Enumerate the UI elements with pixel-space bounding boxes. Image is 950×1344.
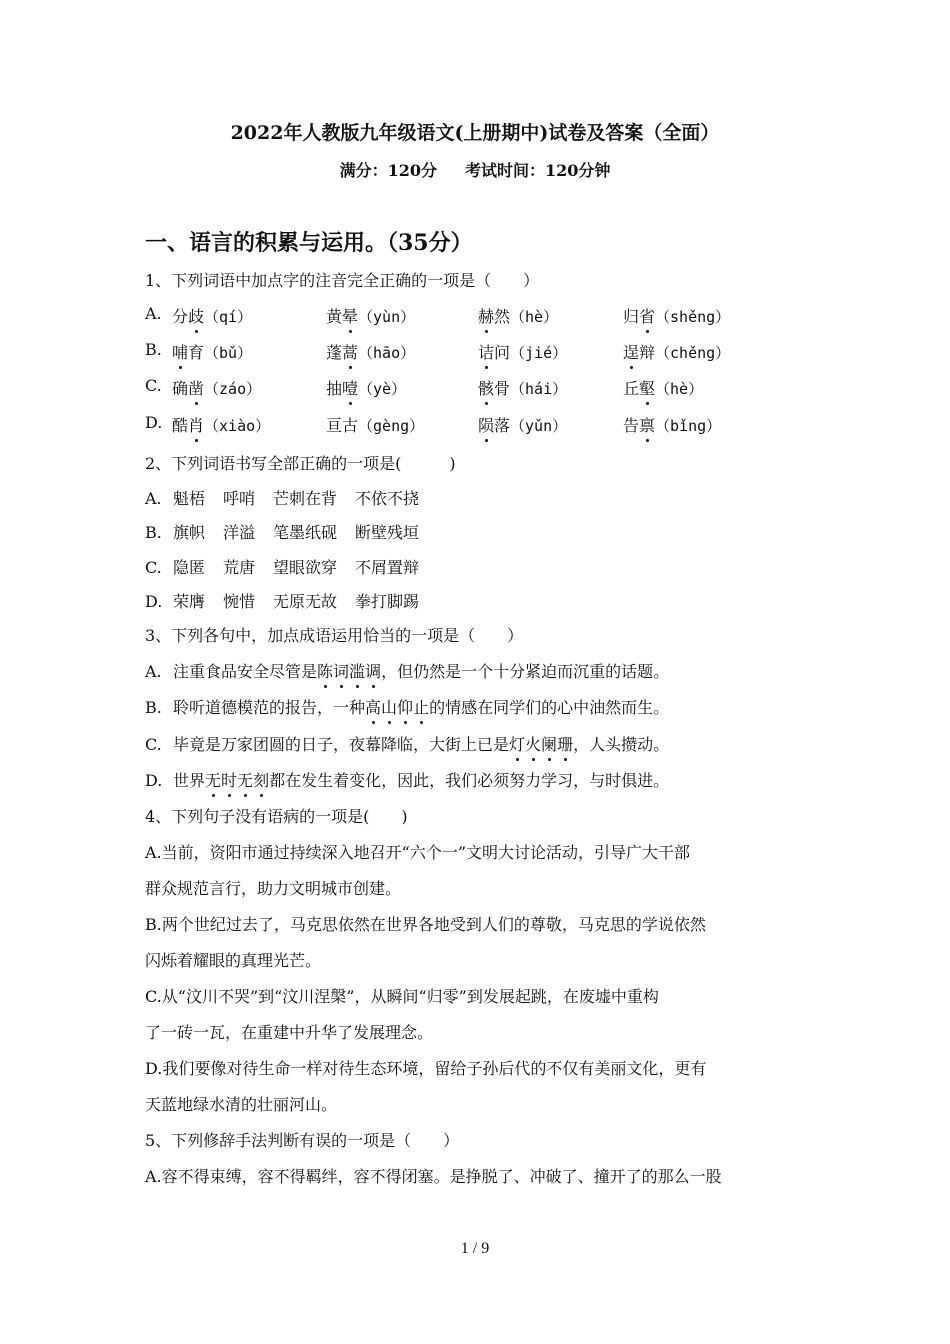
option-word: 旗帜 — [173, 523, 206, 542]
word-text: 然 — [494, 307, 511, 326]
option-text: 的情感在同学们的心中油然而生。 — [429, 698, 670, 717]
word-text: 黄 — [326, 307, 343, 326]
option-row — [145, 659, 669, 682]
option-word: 荣膺 — [173, 592, 206, 611]
word-pinyin-item — [478, 413, 567, 436]
question-4-line: A.当前，资阳市通过持续深入地召开“六个一”文明大讨论活动，引导广大干部 — [145, 843, 691, 862]
word-text: 辩 — [639, 343, 656, 362]
option-row — [145, 486, 437, 509]
question-4-line: B.两个世纪过去了，马克思依然在世界各地受到人们的尊敬，马克思的学说依然 — [145, 915, 706, 934]
option-word: 呼哨 — [223, 489, 256, 508]
word-text: 确 — [172, 379, 189, 398]
word-text: 抽 — [326, 379, 343, 398]
pinyin: （hè） — [510, 308, 559, 326]
emphasized-idiom: 高山仰止 — [365, 698, 429, 717]
option-label: C. — [145, 558, 162, 577]
exam-subtitle — [0, 158, 950, 181]
word-text: 告 — [623, 416, 640, 435]
word-pinyin-item — [478, 304, 558, 327]
emphasized-idiom: 陈词滥调 — [317, 662, 381, 681]
word-pinyin-item — [326, 376, 406, 399]
question-3-stem: 3、下列各句中，加点成语运用恰当的一项是（ ） — [145, 626, 524, 645]
emphasized-char: 凿 — [188, 376, 204, 399]
page-indicator: 1 / 9 — [460, 1240, 490, 1257]
emphasized-char: 赫 — [478, 304, 494, 327]
option-text: 世界 — [173, 771, 206, 790]
option-word: 无原无故 — [273, 592, 338, 611]
emphasized-char: 诘 — [478, 340, 494, 363]
pinyin: （hái） — [510, 380, 568, 398]
option-row — [145, 732, 669, 755]
option-word: 荒唐 — [223, 558, 256, 577]
option-word: 不依不挠 — [355, 489, 420, 508]
pinyin: （yè） — [358, 380, 407, 398]
word-text: 酷 — [172, 416, 189, 435]
word-text: 问 — [494, 343, 511, 362]
option-text: 毕竟是万家团圆的日子，夜幕降临，大街上已是 — [173, 735, 510, 754]
emphasized-idiom: 无时无刻 — [205, 771, 269, 790]
pinyin: （yǔn） — [510, 417, 568, 435]
word-text: 蓬 — [326, 343, 343, 362]
pinyin: （yùn） — [358, 308, 416, 326]
word-pinyin-item — [623, 304, 730, 327]
full-marks: 满分：120分 — [339, 161, 437, 180]
emphasized-char: 噎 — [342, 376, 358, 399]
option-word: 魁梧 — [173, 489, 206, 508]
option-label: A. — [145, 489, 162, 508]
option-text: 都在发生着变化，因此，我们必须努力学习，与时俱进。 — [269, 771, 670, 790]
pinyin: （záo） — [204, 380, 262, 398]
emphasized-char: 骸 — [478, 376, 494, 399]
emphasized-char: 肖 — [188, 413, 204, 436]
emphasized-char: 晕 — [342, 304, 358, 327]
question-4-line: 天蓝地绿水清的壮丽河山。 — [145, 1095, 338, 1114]
word-pinyin-item — [623, 413, 721, 436]
pinyin: （qí） — [204, 308, 253, 326]
word-text: 亘古 — [326, 416, 359, 435]
option-word: 芒刺在背 — [273, 489, 338, 508]
word-pinyin-item — [172, 340, 252, 363]
option-word: 洋溢 — [223, 523, 256, 542]
pinyin: （bǐng） — [655, 417, 722, 435]
question-4-line: 群众规范言行，助力文明城市创建。 — [145, 879, 402, 898]
word-pinyin-item — [326, 413, 424, 436]
option-word: 不屑置辩 — [355, 558, 420, 577]
word-pinyin-item — [478, 376, 567, 399]
word-pinyin-item — [172, 376, 261, 399]
pinyin: （hè） — [655, 380, 704, 398]
question-4-stem: 4、下列句子没有语病的一项是( ) — [145, 807, 408, 826]
pinyin: （gèng） — [358, 417, 425, 435]
exam-time: 考试时间：120分钟 — [465, 161, 611, 180]
option-word: 隐匿 — [173, 558, 206, 577]
question-4-line: 了一砖一瓦，在重建中升华了发展理念。 — [145, 1023, 434, 1042]
option-word: 惋惜 — [223, 592, 256, 611]
pinyin: （chěng） — [655, 344, 731, 362]
word-pinyin-item — [326, 304, 415, 327]
option-row — [145, 555, 437, 578]
option-text: ，人头攒动。 — [573, 735, 670, 754]
option-row — [145, 695, 669, 718]
question-5-stem: 5、下列修辞手法判断有误的一项是（ ） — [145, 1131, 460, 1150]
option-label: A. — [145, 662, 162, 681]
emphasized-char: 禀 — [639, 413, 655, 436]
word-text: 丘 — [623, 379, 640, 398]
question-4-line: 闪烁着耀眼的真理光芒。 — [145, 951, 322, 970]
question-1-stem: 1、下列词语中加点字的注音完全正确的一项是（ ） — [145, 271, 540, 290]
pinyin: （jié） — [510, 344, 568, 362]
word-pinyin-item — [326, 340, 415, 363]
emphasized-char: 哺 — [172, 340, 188, 363]
option-word: 拳打脚踢 — [355, 592, 420, 611]
emphasized-char: 省 — [639, 304, 655, 327]
emphasized-char: 逞 — [623, 340, 639, 363]
emphasized-char: 壑 — [639, 376, 655, 399]
pinyin: （hāo） — [358, 344, 416, 362]
option-label: B. — [145, 340, 162, 359]
emphasized-char: 蒿 — [342, 340, 358, 363]
option-label: B. — [145, 523, 162, 542]
word-pinyin-item — [623, 340, 730, 363]
option-word: 断壁残垣 — [355, 523, 420, 542]
option-row — [145, 520, 437, 543]
option-label: D. — [145, 771, 163, 790]
option-row — [145, 768, 669, 791]
option-label: B. — [145, 698, 162, 717]
emphasized-idiom: 灯火阑珊 — [509, 735, 573, 754]
option-label: C. — [145, 376, 162, 395]
word-pinyin-item — [478, 340, 567, 363]
option-label: D. — [145, 413, 163, 432]
word-pinyin-item — [623, 376, 703, 399]
emphasized-char: 陨 — [478, 413, 494, 436]
option-label: D. — [145, 592, 163, 611]
word-text: 落 — [494, 416, 511, 435]
word-pinyin-item — [172, 304, 252, 327]
exam-title: 2022年人教版九年级语文(上册期中)试卷及答案（全面） — [230, 122, 720, 144]
question-2-stem: 2、下列词语书写全部正确的一项是( ) — [145, 454, 456, 473]
word-text: 育 — [188, 343, 205, 362]
option-word: 笔墨纸砚 — [273, 523, 338, 542]
option-label: C. — [145, 735, 162, 754]
question-4-line: D.我们要像对待生命一样对待生态环境，留给子孙后代的不仅有美丽文化，更有 — [145, 1059, 707, 1078]
word-pinyin-item — [172, 413, 270, 436]
option-text: ，但仍然是一个十分紧迫而沉重的话题。 — [381, 662, 670, 681]
pinyin: （xiào） — [204, 417, 271, 435]
question-4-line: C.从“汶川不哭”到“汶川涅槃”，从瞬间“归零”到发展起跳，在废墟中重构 — [145, 987, 659, 1006]
option-row — [145, 589, 437, 612]
section-heading: 一、语言的积累与运用。（35分） — [145, 230, 473, 256]
word-text: 归 — [623, 307, 640, 326]
option-label: A. — [145, 304, 162, 323]
pinyin: （shěng） — [655, 308, 731, 326]
option-word: 望眼欲穿 — [273, 558, 338, 577]
option-text: 聆听道德模范的报告，一种 — [173, 698, 366, 717]
pinyin: （bǔ） — [204, 344, 253, 362]
option-text: 注重食品安全尽管是 — [173, 662, 318, 681]
emphasized-char: 歧 — [188, 304, 204, 327]
question-5-line: A.容不得束缚，容不得羁绊，容不得闭塞。是挣脱了、冲破了、撞开了的那么一股 — [145, 1167, 722, 1186]
word-text: 分 — [172, 307, 189, 326]
word-text: 骨 — [494, 379, 511, 398]
